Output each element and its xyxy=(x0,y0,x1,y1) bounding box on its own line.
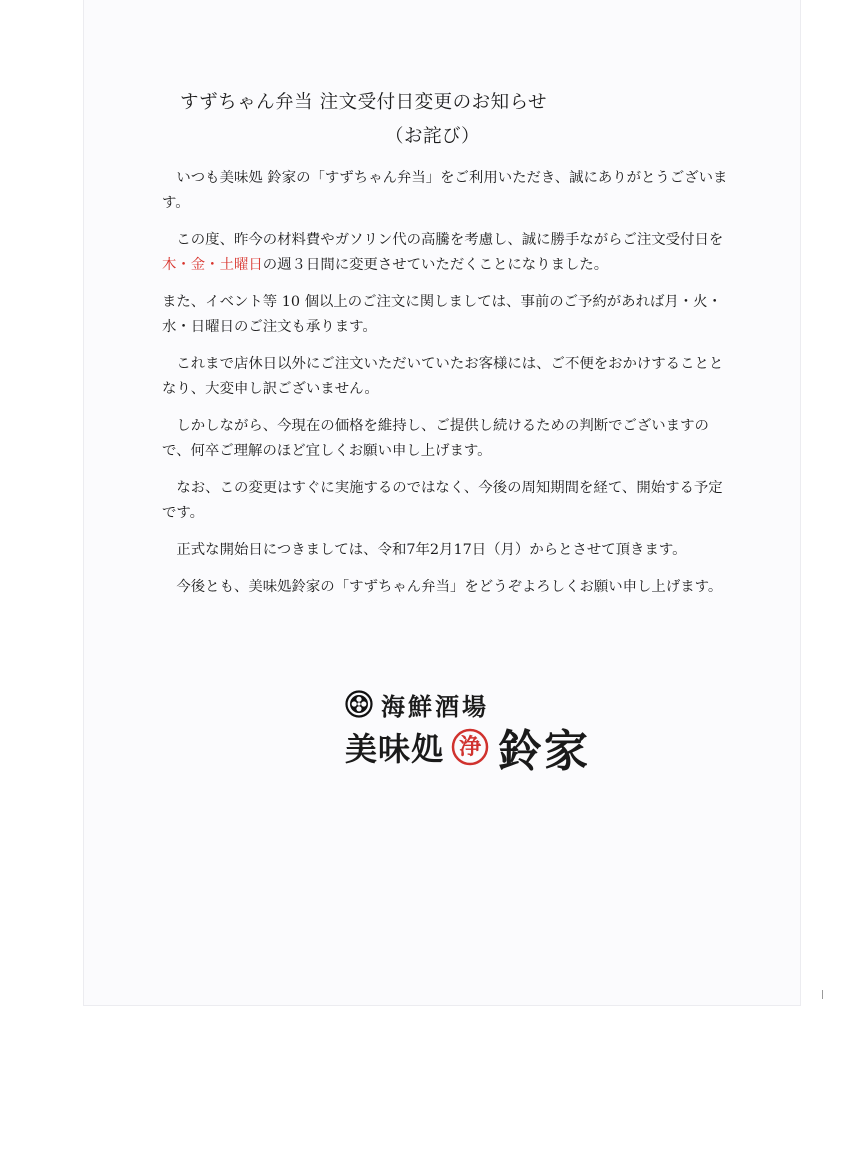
paragraph-greeting: いつも美味処 鈴家の「すずちゃん弁当」をご利用いただき、誠にありがとうございます。 xyxy=(162,170,728,211)
paragraph-schedule: なお、この変更はすぐに実施するのではなく、今後の周知期間を経て、開始する予定です。 xyxy=(162,480,723,521)
scan-mark xyxy=(822,990,823,999)
notice-subtitle: （お詫び） xyxy=(385,126,481,147)
paragraph-change-after: の週３日間に変更させていただくことになりました。 xyxy=(262,257,609,273)
paragraph-events: また、イベント等 10 個以上のご注文に関しましては、事前のご予約があれば月・火・水・日曜日のご注文も承ります。 xyxy=(162,294,722,335)
logo-kaisen-sakaba: 海鮮酒場 xyxy=(381,691,489,721)
logo-umaidokoro: 美味処 xyxy=(345,730,445,768)
paragraph-change-before: この度、昨今の材料費やガソリン代の高騰を考慮し、誠に勝手ながらご注文受付日を xyxy=(176,232,724,248)
notice-body xyxy=(162,166,730,612)
paragraph-start-date: 正式な開始日につきましては、令和7年2月17日（月）からとさせて頂きます。 xyxy=(176,542,687,558)
red-seal-stamp xyxy=(450,727,490,767)
paragraph-reason: しかしながら、今現在の価格を維持し、ご提供し続けるための判断でございますので、何卒ご理解のほど宜しくお願い申し上げます。 xyxy=(162,418,709,459)
logo-suzuya: 鈴家 xyxy=(498,726,591,777)
family-crest-icon xyxy=(345,690,373,718)
logo-top-line xyxy=(345,688,489,720)
notice-title: すずちゃん弁当 注文受付日変更のお知らせ xyxy=(180,92,548,113)
paragraph-change xyxy=(162,228,730,278)
seal-character: 浄 xyxy=(459,734,482,760)
logo-main-line xyxy=(345,722,591,777)
paragraph-closing: 今後とも、美味処鈴家の「すずちゃん弁当」をどうぞよろしくお願い申し上げます。 xyxy=(176,579,723,595)
paragraph-apology: これまで店休日以外にご注文いただいていたお客様には、ご不便をおかけすることとなり、大変申し訳ございません。 xyxy=(162,356,724,397)
new-order-days: 木・金・土曜日 xyxy=(162,257,263,273)
